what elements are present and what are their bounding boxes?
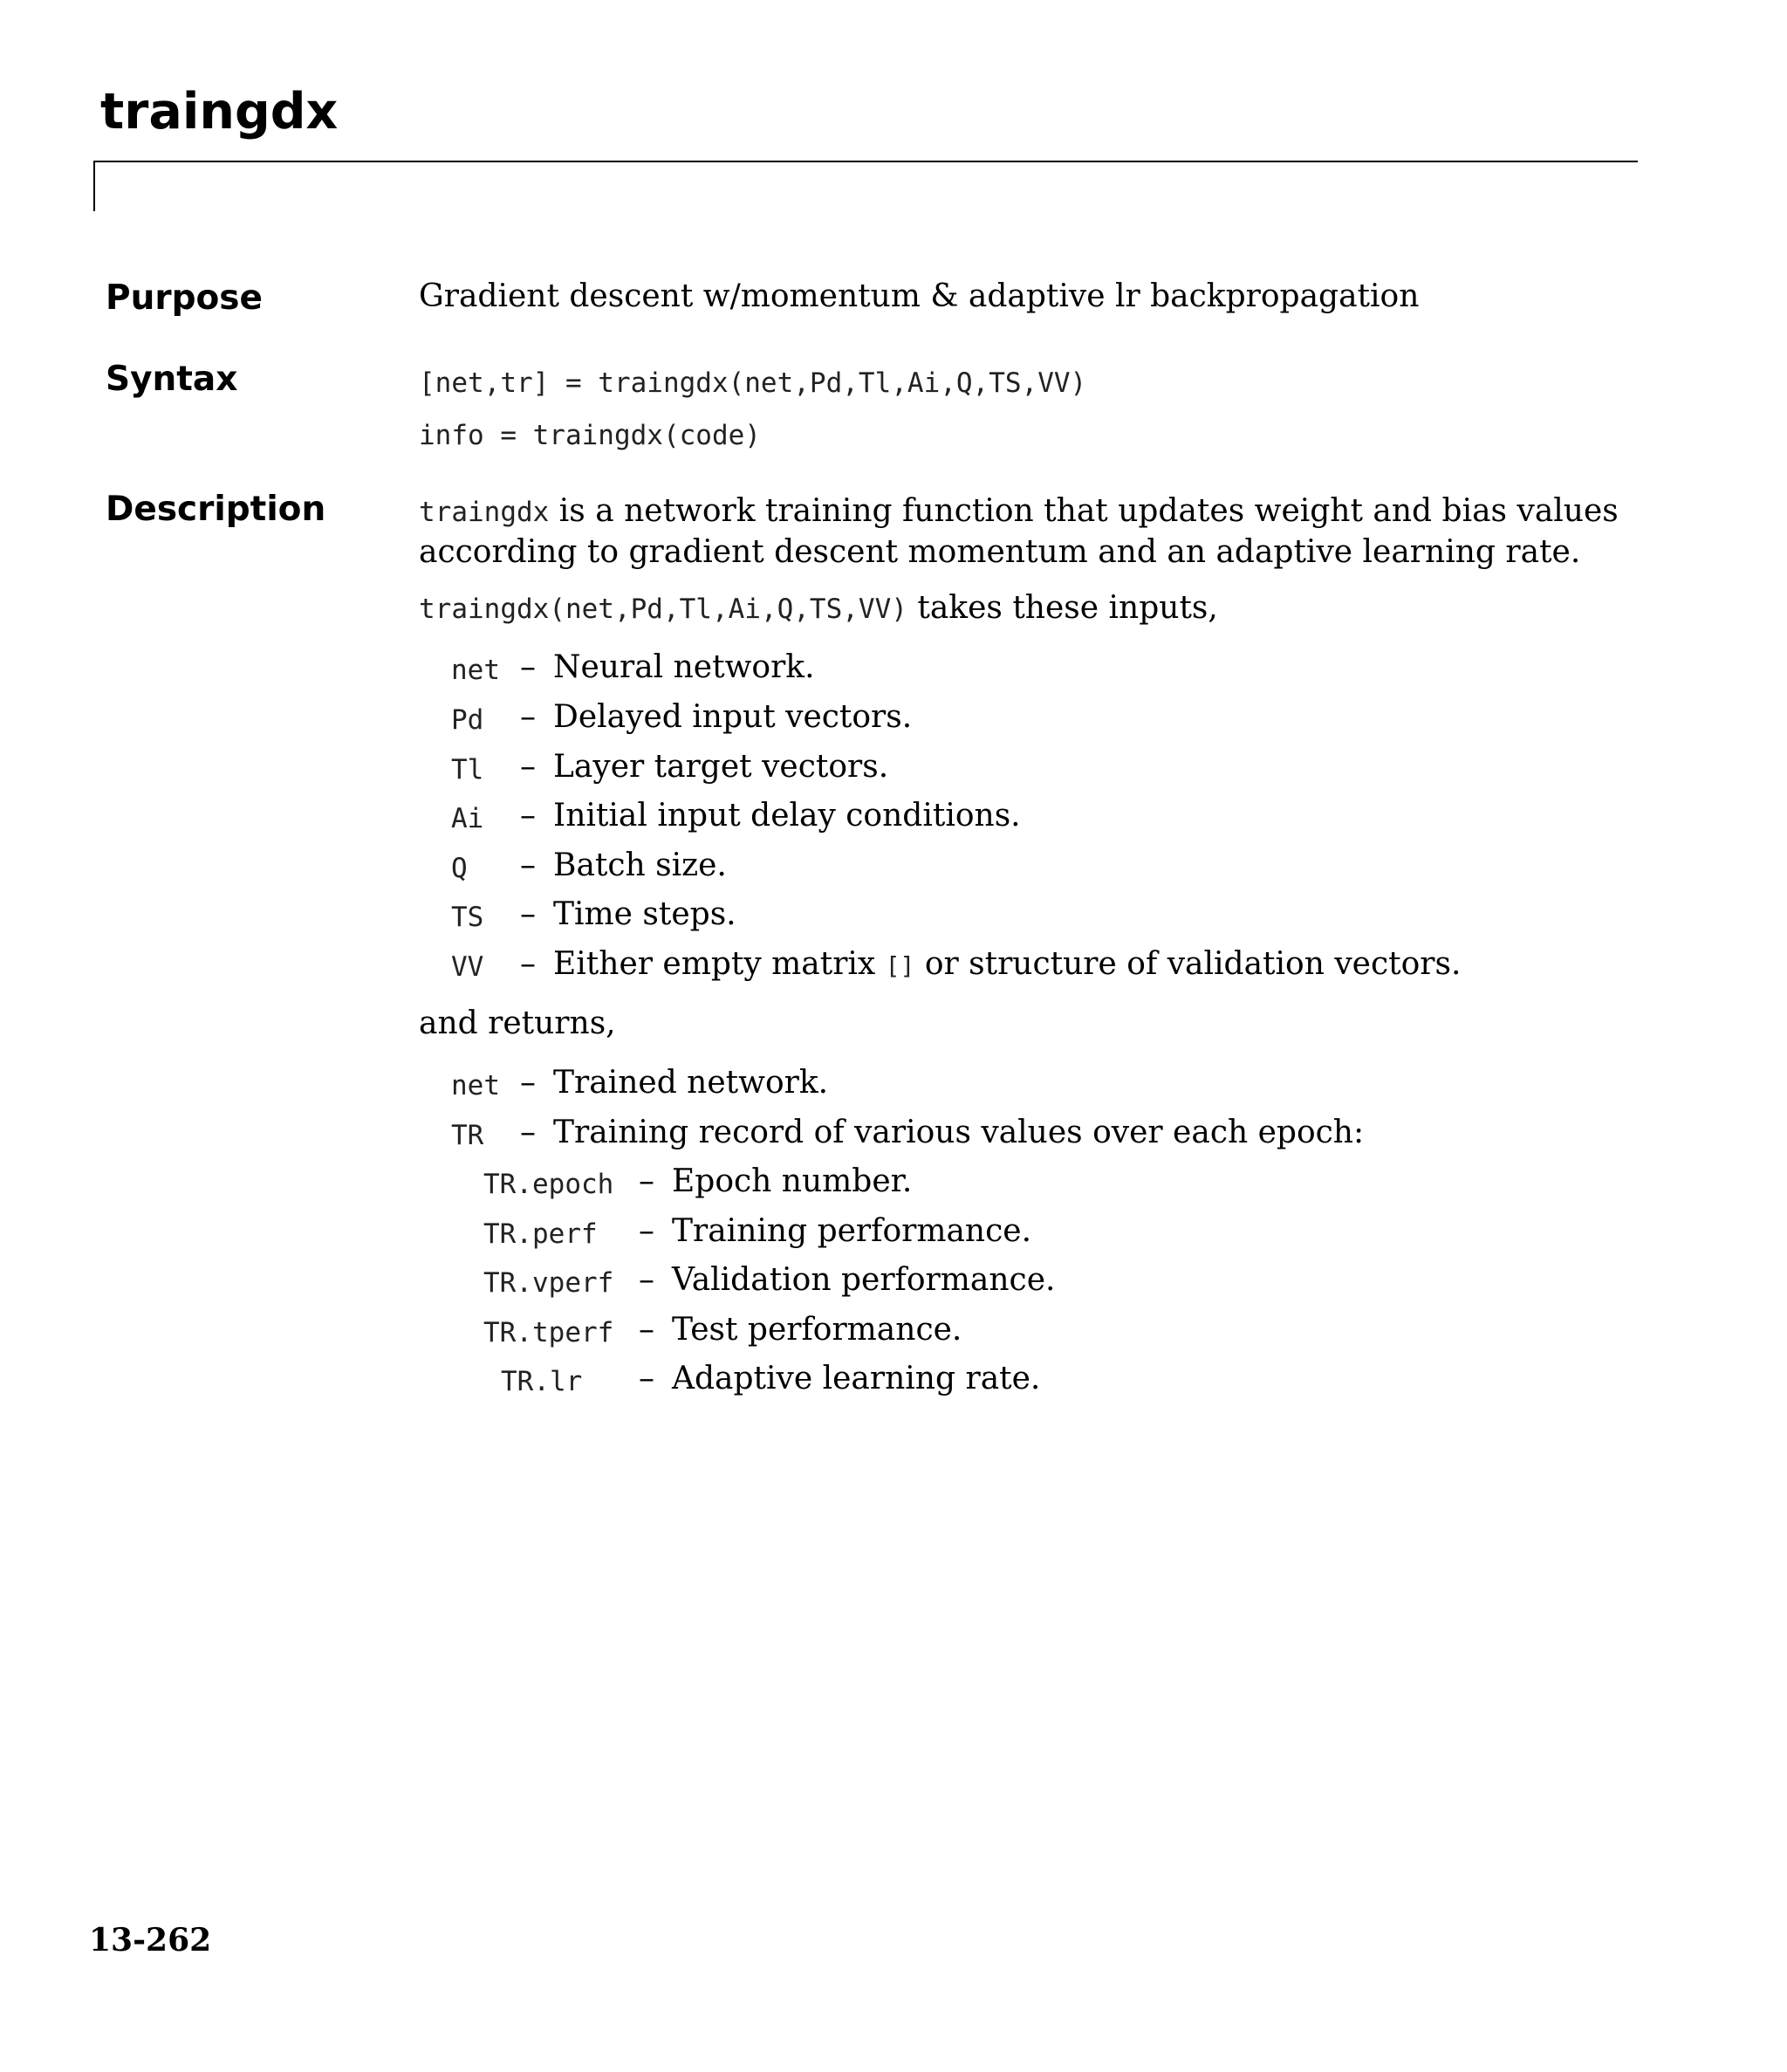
dash: – [520, 798, 536, 834]
syntax-line: info = traingdx(code) [419, 420, 761, 451]
argument-desc: Delayed input vectors. [553, 699, 913, 735]
argument-name: TS [451, 902, 484, 933]
field-desc: Validation performance. [672, 1262, 1056, 1298]
argument-desc: Time steps. [553, 896, 736, 932]
field-name: TR.perf [483, 1218, 598, 1250]
dash: – [520, 699, 536, 735]
dash: – [639, 1163, 654, 1199]
header-rule [93, 161, 1638, 162]
dash: – [639, 1312, 654, 1348]
field-name: TR.epoch [483, 1169, 614, 1200]
argument-desc: Initial input delay conditions. [553, 798, 1021, 834]
dash: – [520, 1115, 536, 1150]
purpose-text: Gradient descent w/momentum & adaptive lr backpropagation [419, 278, 1420, 314]
argument-name: Q [451, 853, 468, 884]
argument-desc: Training record of various values over each epoch: [553, 1115, 1365, 1150]
description-intro-text: is a network training function that updates weight and bias values according to gradient descent momentum and an adaptive learning rate. [419, 493, 1619, 570]
argument-desc: Trained network. [553, 1065, 829, 1101]
argument-desc-text: Either empty matrix [553, 946, 886, 982]
argument-name: VV [451, 951, 484, 983]
returns-text: and returns, [419, 1005, 616, 1041]
field-desc: Adaptive learning rate. [672, 1361, 1041, 1396]
dash: – [520, 749, 536, 785]
dash: – [520, 649, 536, 685]
argument-name: Tl [451, 754, 484, 786]
argument-name: net [451, 655, 500, 686]
argument-desc: Neural network. [553, 649, 815, 685]
field-desc: Epoch number. [672, 1163, 913, 1199]
dash: – [520, 1065, 536, 1101]
argument-name: net [451, 1070, 500, 1101]
field-desc: Test performance. [672, 1312, 962, 1348]
field-name: TR.lr [501, 1366, 583, 1397]
empty-matrix-code: [] [885, 951, 915, 980]
description-intro [419, 491, 1640, 572]
purpose-heading: Purpose [106, 278, 263, 318]
function-name-code: traingdx [419, 497, 550, 528]
argument-desc: Layer target vectors. [553, 749, 889, 785]
dash: – [639, 1213, 654, 1249]
call-signature [419, 590, 1218, 626]
syntax-heading: Syntax [106, 360, 238, 399]
field-name: TR.tperf [483, 1317, 614, 1348]
description-heading: Description [106, 490, 326, 529]
dash: – [520, 946, 536, 982]
page-number: 13-262 [89, 1922, 212, 1959]
argument-desc: Batch size. [553, 847, 727, 883]
argument-desc-text: or structure of validation vectors. [914, 946, 1462, 982]
page-title: traingdx [100, 83, 339, 141]
argument-desc [553, 946, 1462, 982]
dash: – [639, 1361, 654, 1396]
argument-name: TR [451, 1120, 484, 1151]
header-rule-tick [93, 161, 95, 211]
call-code: traingdx(net,Pd,Tl,Ai,Q,TS,VV) [419, 593, 907, 625]
dash: – [520, 847, 536, 883]
syntax-line: [net,tr] = traingdx(net,Pd,Tl,Ai,Q,TS,VV) [419, 367, 1087, 399]
field-desc: Training performance. [672, 1213, 1032, 1249]
field-name: TR.vperf [483, 1267, 614, 1299]
call-text: takes these inputs, [907, 590, 1218, 626]
dash: – [520, 896, 536, 932]
dash: – [639, 1262, 654, 1298]
argument-name: Pd [451, 704, 484, 736]
argument-name: Ai [451, 803, 484, 834]
